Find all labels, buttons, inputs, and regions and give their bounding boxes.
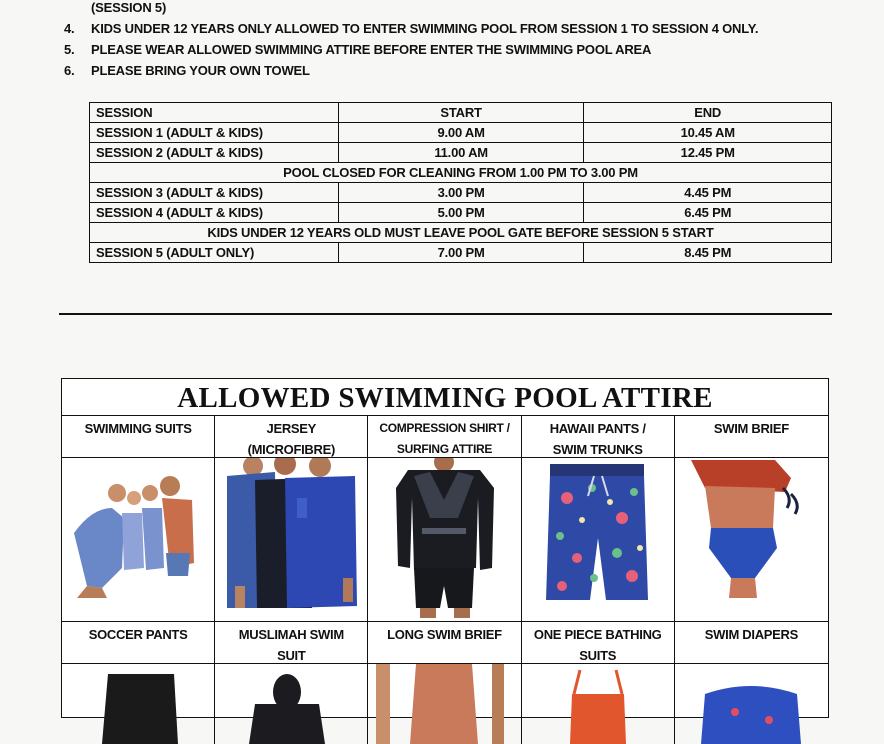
end-cell: 6.45 PM <box>584 203 832 223</box>
soccer-pants-photo <box>62 664 215 744</box>
session-cell: SESSION 5 (ADULT ONLY) <box>90 243 339 263</box>
end-cell: 4.45 PM <box>584 183 832 203</box>
table-row <box>90 203 832 223</box>
label-compression-shirt: COMPRESSION SHIRT / SURFING ATTIRE <box>368 416 521 458</box>
rule-item-6: 6. PLEASE BRING YOUR OWN TOWEL <box>64 63 310 78</box>
note-cell: KIDS UNDER 12 YEARS OLD MUST LEAVE POOL GATE BEFORE SESSION 5 START <box>90 223 832 243</box>
table-header-row <box>90 103 832 123</box>
start-cell: 9.00 AM <box>338 123 584 143</box>
session-cell: SESSION 1 (ADULT & KIDS) <box>90 123 339 143</box>
label-swim-brief: SWIM BRIEF <box>675 416 828 458</box>
header-end: END <box>584 103 832 123</box>
session-schedule-table <box>89 102 832 263</box>
rule-item-4: 4. KIDS UNDER 12 YEARS ONLY ALLOWED TO ENTER SWIMMING POOL FROM SESSION 1 TO SESSION 4 ONLY. <box>64 21 759 36</box>
one-piece-photo <box>522 664 675 744</box>
label-swim-trunks: HAWAII PANTS / SWIM TRUNKS <box>522 416 675 458</box>
start-cell: 11.00 AM <box>338 143 584 163</box>
table-note-row <box>90 223 832 243</box>
rules-list <box>64 0 844 84</box>
swim-diapers-photo <box>675 664 828 744</box>
header-start: START <box>338 103 584 123</box>
session-cell: SESSION 3 (ADULT & KIDS) <box>90 183 339 203</box>
swim-trunks-photo <box>522 458 675 622</box>
muslimah-swimsuit-photo <box>215 664 368 744</box>
rule-item-5: 5. PLEASE WEAR ALLOWED SWIMMING ATTIRE BEFORE ENTER THE SWIMMING POOL AREA <box>64 42 652 57</box>
table-row <box>90 123 832 143</box>
family-swimsuits-photo <box>62 458 215 622</box>
start-cell: 3.00 PM <box>338 183 584 203</box>
label-jersey: JERSEY (MICROFIBRE) <box>215 416 368 458</box>
note-cell: POOL CLOSED FOR CLEANING FROM 1.00 PM TO 3.00 PM <box>90 163 832 183</box>
table-row <box>90 143 832 163</box>
attire-grid <box>62 416 828 744</box>
attire-title: ALLOWED SWIMMING POOL ATTIRE <box>62 379 828 416</box>
header-session: SESSION <box>90 103 339 123</box>
label-swim-diapers: SWIM DIAPERS <box>675 622 828 664</box>
jersey-photo <box>215 458 368 622</box>
label-soccer-pants: SOCCER PANTS <box>62 622 215 664</box>
rule-continuation: (SESSION 5) <box>91 0 167 15</box>
label-long-swim-brief: LONG SWIM BRIEF <box>368 622 521 664</box>
attire-panel <box>61 378 829 718</box>
end-cell: 12.45 PM <box>584 143 832 163</box>
table-note-row <box>90 163 832 183</box>
label-muslimah-swimsuit: MUSLIMAH SWIM SUIT <box>215 622 368 664</box>
long-swim-brief-photo <box>368 664 521 744</box>
table-row <box>90 183 832 203</box>
session-cell: SESSION 4 (ADULT & KIDS) <box>90 203 339 223</box>
section-divider <box>59 313 832 315</box>
session-cell: SESSION 2 (ADULT & KIDS) <box>90 143 339 163</box>
compression-shirt-photo <box>368 458 521 622</box>
start-cell: 5.00 PM <box>338 203 584 223</box>
label-swimming-suits: SWIMMING SUITS <box>62 416 215 458</box>
table-row <box>90 243 832 263</box>
end-cell: 8.45 PM <box>584 243 832 263</box>
end-cell: 10.45 AM <box>584 123 832 143</box>
start-cell: 7.00 PM <box>338 243 584 263</box>
label-one-piece: ONE PIECE BATHING SUITS <box>522 622 675 664</box>
swim-brief-photo <box>675 458 828 622</box>
